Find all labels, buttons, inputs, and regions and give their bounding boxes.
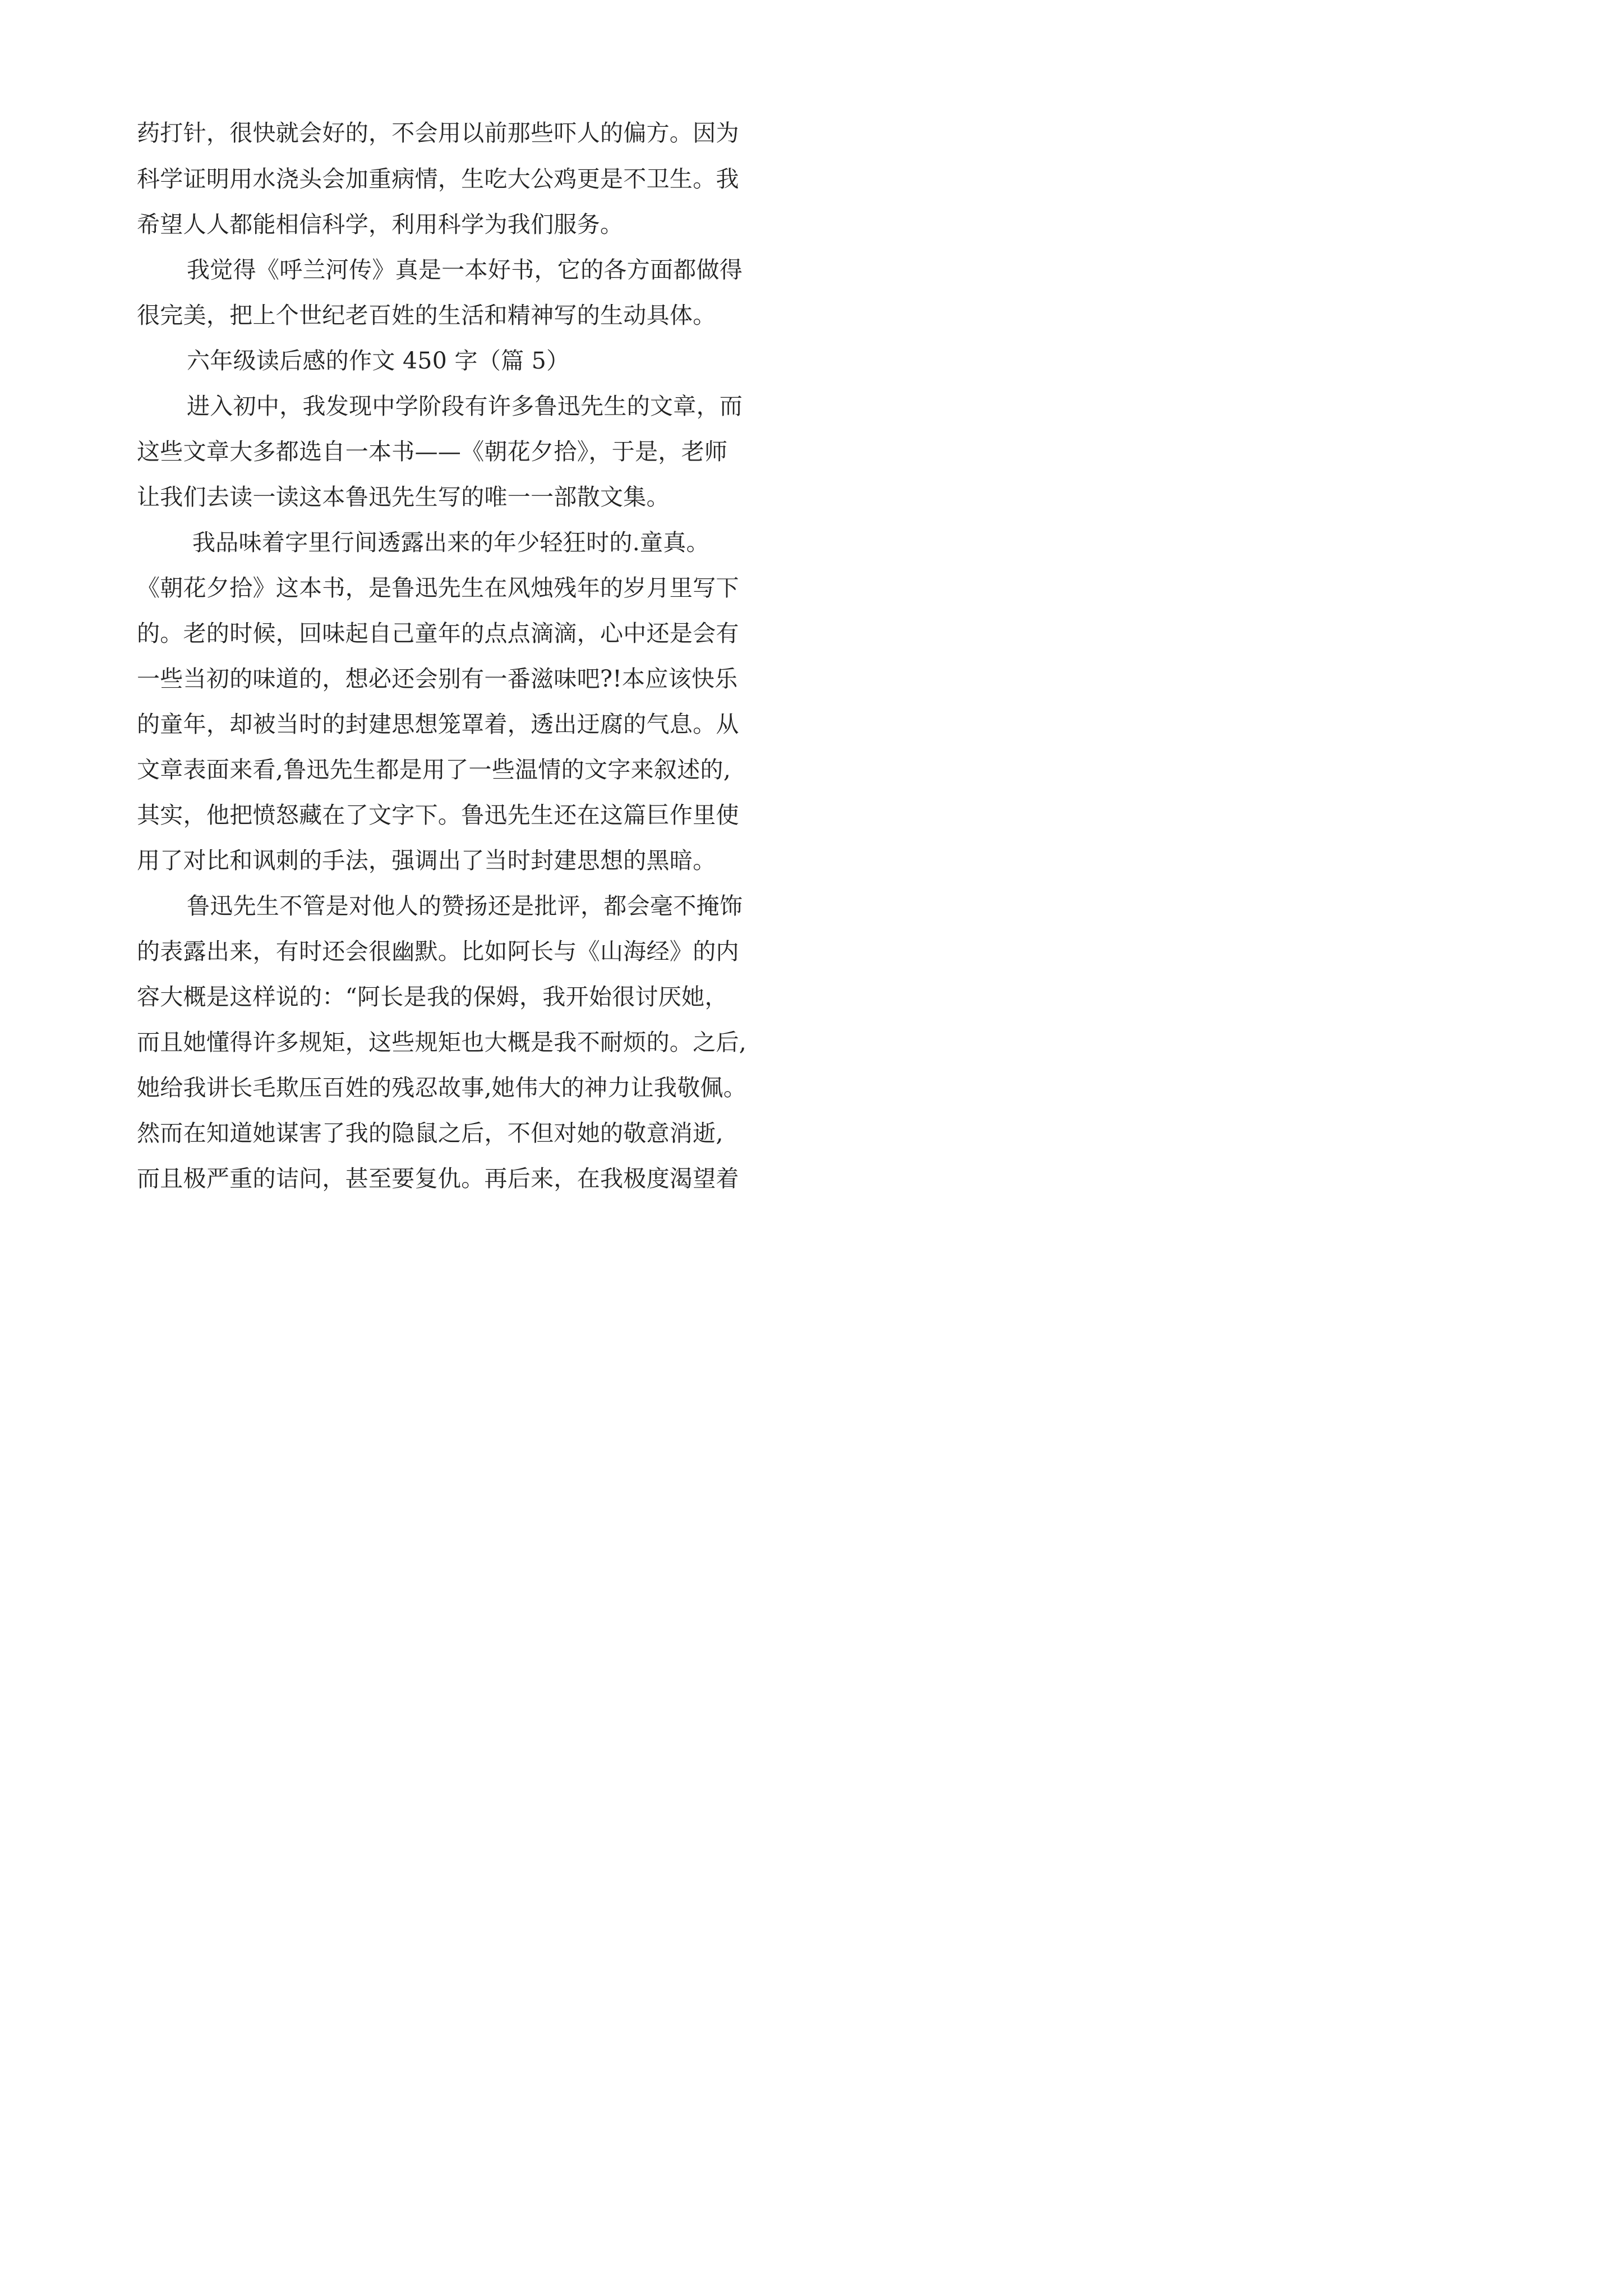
text-line: 容大概是这样说的：“阿长是我的保姆，我开始很讨厌她， — [137, 983, 728, 1010]
text-line: 科学证明用水浇头会加重病情，生吃大公鸡更是不卫生。我 — [137, 165, 739, 192]
text-line: 很完美，把上个世纪老百姓的生活和精神写的生动具体。 — [137, 302, 716, 329]
text-line: 的。老的时候，回味起自己童年的点点滴滴，心中还是会有 — [137, 620, 739, 647]
text-line: 而且极严重的诘问，甚至要复仇。再后来，在我极度渴望着 — [137, 1165, 739, 1192]
text-line: 鲁迅先生不管是对他人的赞扬还是批评，都会毫不掩饰 — [187, 892, 743, 919]
section-title: 六年级读后感的作文 450 字（篇 5） — [187, 347, 570, 374]
document-page — [0, 0, 897, 1269]
text-line: 这些文章大多都选自一本书——《朝花夕拾》，于是，老师 — [137, 438, 728, 465]
text-line: 《朝花夕拾》这本书，是鲁迅先生在风烛残年的岁月里写下 — [137, 574, 739, 601]
text-line: 其实，他把愤怒藏在了文字下。鲁迅先生还在这篇巨作里使 — [137, 802, 739, 829]
text-line: 我品味着字里行间透露出来的年少轻狂时的.童真。 — [192, 529, 709, 556]
text-line: 的表露出来，有时还会很幽默。比如阿长与《山海经》的内 — [137, 938, 739, 965]
text-line: 然而在知道她谋害了我的隐鼠之后，不但对她的敬意消逝, — [137, 1120, 723, 1147]
text-line: 我觉得《呼兰河传》真是一本好书，它的各方面都做得 — [187, 256, 743, 283]
text-line: 进入初中，我发现中学阶段有许多鲁迅先生的文章，而 — [187, 393, 743, 420]
text-line: 而且她懂得许多规矩，这些规矩也大概是我不耐烦的。之后, — [137, 1029, 747, 1056]
text-line: 她给我讲长毛欺压百姓的残忍故事,她伟大的神力让我敬佩。 — [137, 1074, 747, 1101]
text-line: 用了对比和讽刺的手法，强调出了当时封建思想的黑暗。 — [137, 847, 716, 874]
text-line: 药打针，很快就会好的，不会用以前那些吓人的偏方。因为 — [137, 119, 739, 146]
text-line: 文章表面来看,鲁迅先生都是用了一些温情的文字来叙述的, — [137, 756, 731, 783]
text-line: 一些当初的味道的，想必还会别有一番滋味吧?!本应该快乐 — [137, 665, 738, 692]
text-line: 希望人人都能相信科学，利用科学为我们服务。 — [137, 211, 624, 238]
text-line: 让我们去读一读这本鲁迅先生写的唯一一部散文集。 — [137, 484, 670, 510]
text-line: 的童年，却被当时的封建思想笼罩着，透出迂腐的气息。从 — [137, 711, 739, 738]
